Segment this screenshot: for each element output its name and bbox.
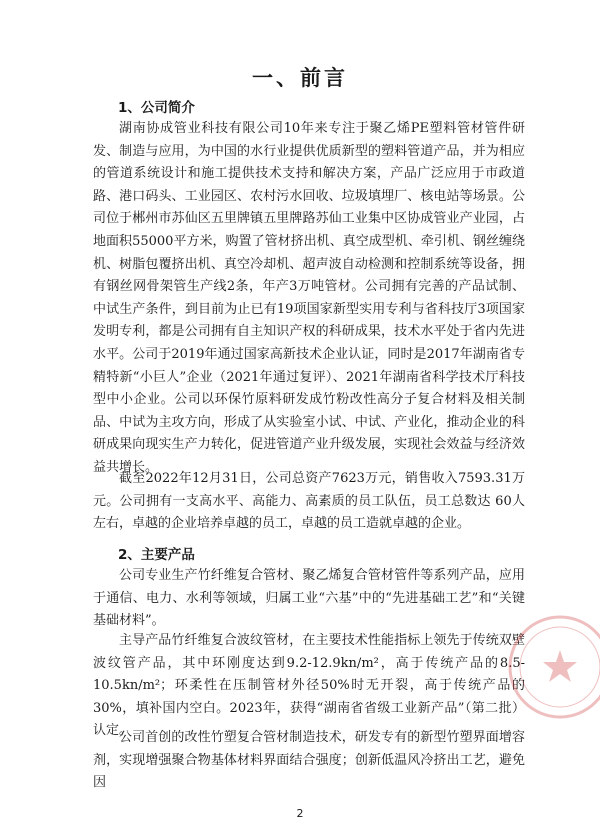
section-heading-company-profile: 1、公司简介	[118, 100, 195, 116]
section-heading-main-products: 2、主要产品	[118, 547, 195, 563]
page-title: 一、前言	[252, 66, 348, 90]
main-products-paragraph-2: 主导产品竹纤维复合波纹管材，在主要技术性能指标上领先于传统双壁波纹管产品，其中环刚度达到9.2-12.9kn/m²，高于传统产品的8.5-10.5kn/m²；环柔性在压制管材外径50%时无开裂，高于传统产品的30%，填补国内空白。2023年，获得“湖南省省级工业新产品”（第二批）认定。	[93, 633, 525, 739]
page-number: 2	[296, 807, 304, 820]
company-profile-paragraph-2: 截至2022年12月31日，公司总资产7623万元，销售收入7593.31万元。公司拥有一支高水平、高能力、高素质的员工队伍，员工总数达 60人左右，卓越的企业培养卓越的员工，卓越的员工造就卓越的企业。	[93, 471, 525, 532]
company-seal-stamp	[505, 612, 600, 722]
company-profile-paragraph-1: 湖南协成管业科技有限公司10年来专注于聚乙烯PE塑料管材管件研发、制造与应用，为中国的水行业提供优质新型的塑料管道产品，并为相应的管道系统设计和施工提供技术支持和解决方案，产品广泛应用于市政道路、港口码头、工业园区、农村污水回收、垃圾填埋厂、核电站等场景。公司位于郴州市苏仙区五里牌镇五里牌路苏仙工业集中区协成管业产业园，占地面积55000平方米，购置了管材挤出机、真空成型机、牵引机、钢丝缠绕机、树脂包覆挤出机、真空冷却机、超声波自动检测和控制系统等设备，拥有钢丝网骨架管生产线2条，年产3万吨管材。公司拥有完善的产品试制、中试生产条件，到目前为止已有19项国家新型实用专利与省科技厅3项国家发明专利，都是公司拥有自主知识产权的科研成果，技术水平处于省内先进水平。公司于2019年通过国家高新技术企业认证，同时是2017年湖南省专精特新“小巨人”企业（2021年通过复评）、2021年湖南省科学技术厅科技型中小企业。公司以环保竹原料研发成竹粉改性高分子复合材料及相关制品、中试为主攻方向，形成了从实验室小试、中试、产业化，推动企业的科研成果向现实生产力转化，促进管道产业升级发展，实现社会效益与经济效益共增长。	[93, 121, 525, 475]
main-products-paragraph-3: 公司首创的改性竹塑复合管材制造技术，研发专有的新型竹塑界面增容剂，实现增强聚合物基体材料界面结合强度；创新低温风冷挤出工艺，避免因	[93, 730, 525, 791]
main-products-paragraph-1: 公司专业生产竹纤维复合管材、聚乙烯复合管材管件等系列产品，应用于通信、电力、水利等领域，归属工业“六基”中的“先进基础工艺”和“关键基础材料”。	[93, 568, 525, 629]
